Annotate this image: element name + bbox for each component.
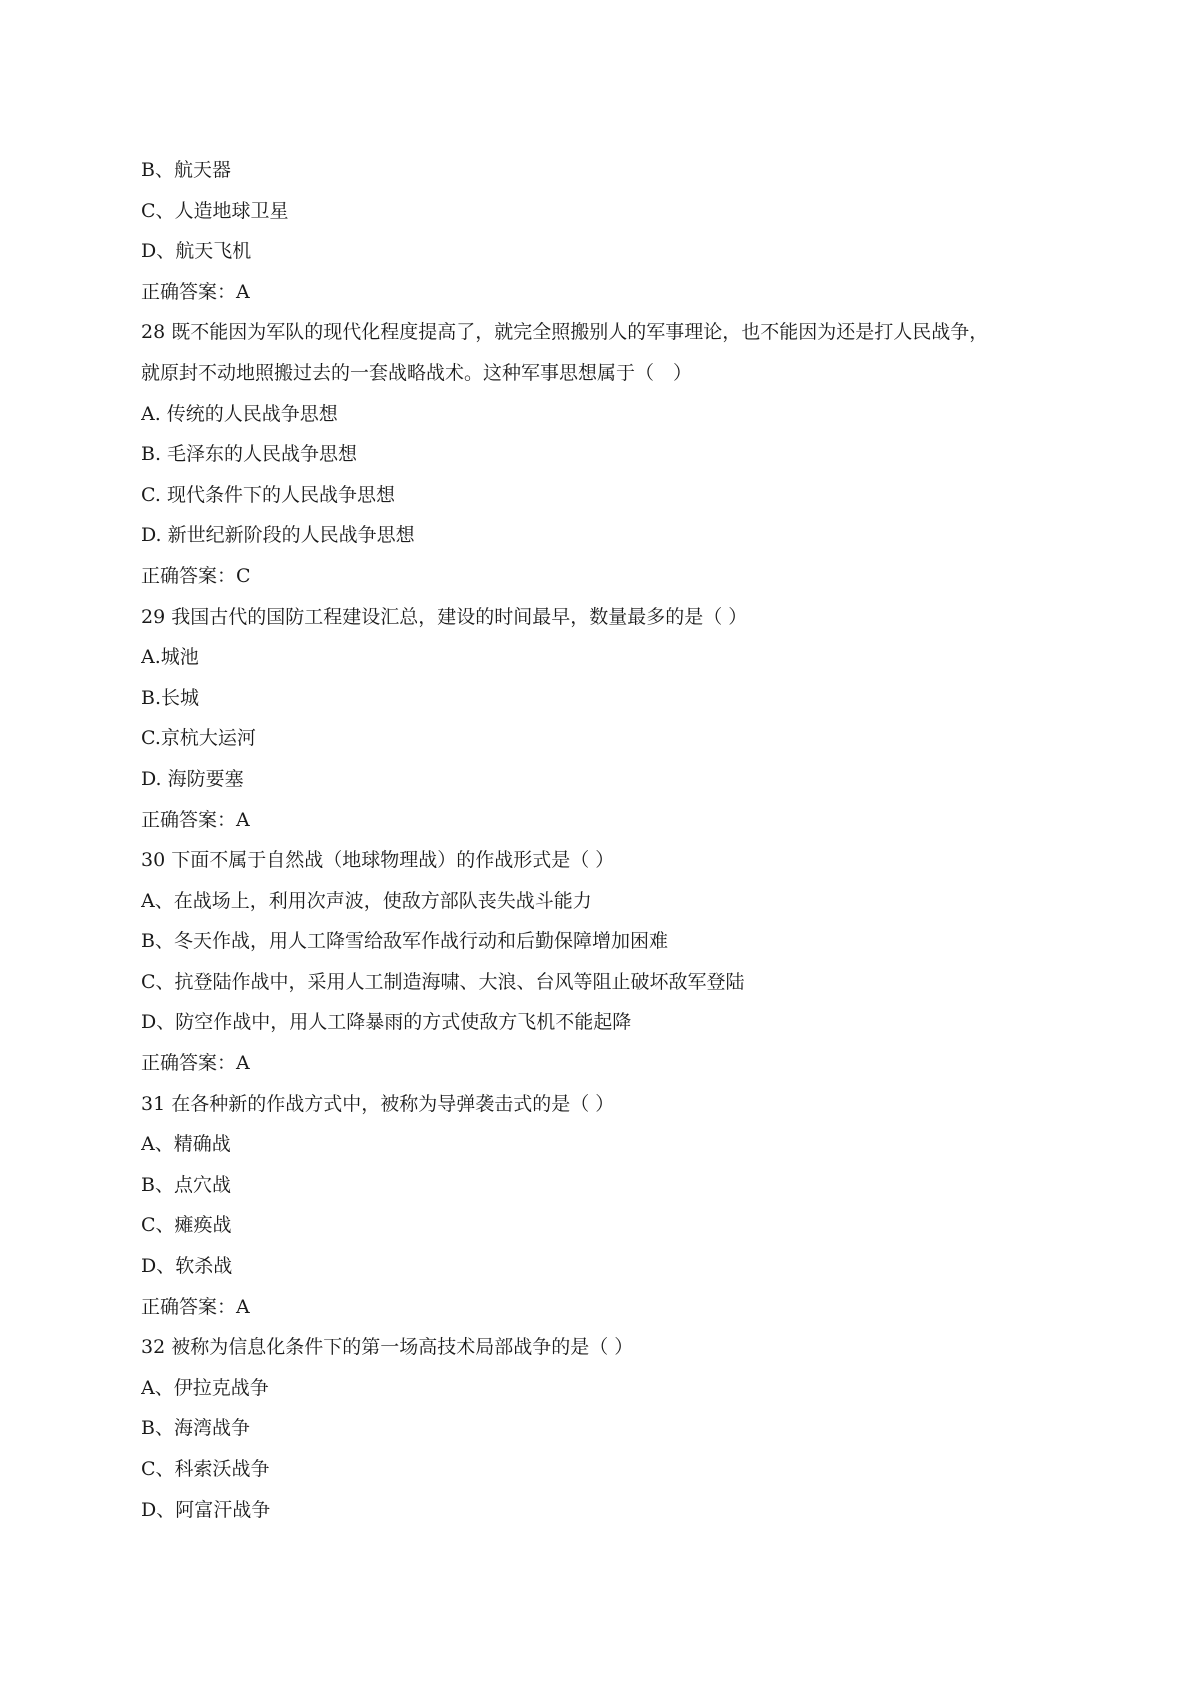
option-line: A. 传统的人民战争思想 [141,402,338,425]
option-line: B、航天器 [141,159,231,181]
option-line: B. 毛泽东的人民战争思想 [141,443,358,466]
option-line: B、冬天作战，用人工降雪给敌军作战行动和后勤保障增加困难 [141,930,668,953]
option-line: C.京杭大运河 [141,727,256,750]
option-line: B.长城 [141,686,200,709]
option-line: A、精确战 [141,1133,231,1156]
option-line: B、海湾战争 [141,1417,250,1440]
option-line: A、在战场上，利用次声波，使敌方部队丧失战斗能力 [141,889,592,912]
option-line: C、科索沃战争 [141,1458,270,1480]
option-line: B、点穴战 [141,1173,231,1196]
question-line: 29 我国古代的国防工程建设汇总，建设的时间最早，数量最多的是（ ） [141,605,748,628]
answer-line: 正确答案：A [141,808,250,831]
option-line: C、瘫痪战 [141,1214,232,1237]
option-line: D、软杀战 [141,1255,233,1278]
option-line: D、防空作战中，用人工降暴雨的方式使敌方飞机不能起降 [141,1011,632,1034]
option-line: D、航天飞机 [141,240,252,263]
option-line: A.城池 [141,646,199,669]
answer-line: 正确答案：C [141,564,251,587]
option-line: D、阿富汗战争 [141,1498,271,1521]
answer-line: 正确答案：A [141,280,250,303]
option-line: D. 海防要塞 [141,767,244,790]
option-line: A、伊拉克战争 [141,1376,269,1399]
option-line: D. 新世纪新阶段的人民战争思想 [141,524,415,547]
option-line: C、人造地球卫星 [141,199,289,222]
question-line: 28 既不能因为军队的现代化程度提高了，就完全照搬别人的军事理论，也不能因为还是打人民战争， [141,321,989,344]
question-line: 32 被称为信息化条件下的第一场高技术局部战争的是（ ） [141,1336,634,1359]
answer-line: 正确答案：A [141,1052,250,1075]
question-line: 就原封不动地照搬过去的一套战略战术。这种军事思想属于（ ） [141,361,693,384]
option-line: C. 现代条件下的人民战争思想 [141,483,395,506]
question-line: 31 在各种新的作战方式中，被称为导弹袭击式的是（ ） [141,1092,615,1115]
option-line: C、抗登陆作战中，采用人工制造海啸、大浪、台风等阻止破坏敌军登陆 [141,970,745,993]
question-line: 30 下面不属于自然战（地球物理战）的作战形式是（ ） [141,849,615,872]
document-body [141,150,1081,1530]
answer-line: 正确答案：A [141,1295,250,1318]
